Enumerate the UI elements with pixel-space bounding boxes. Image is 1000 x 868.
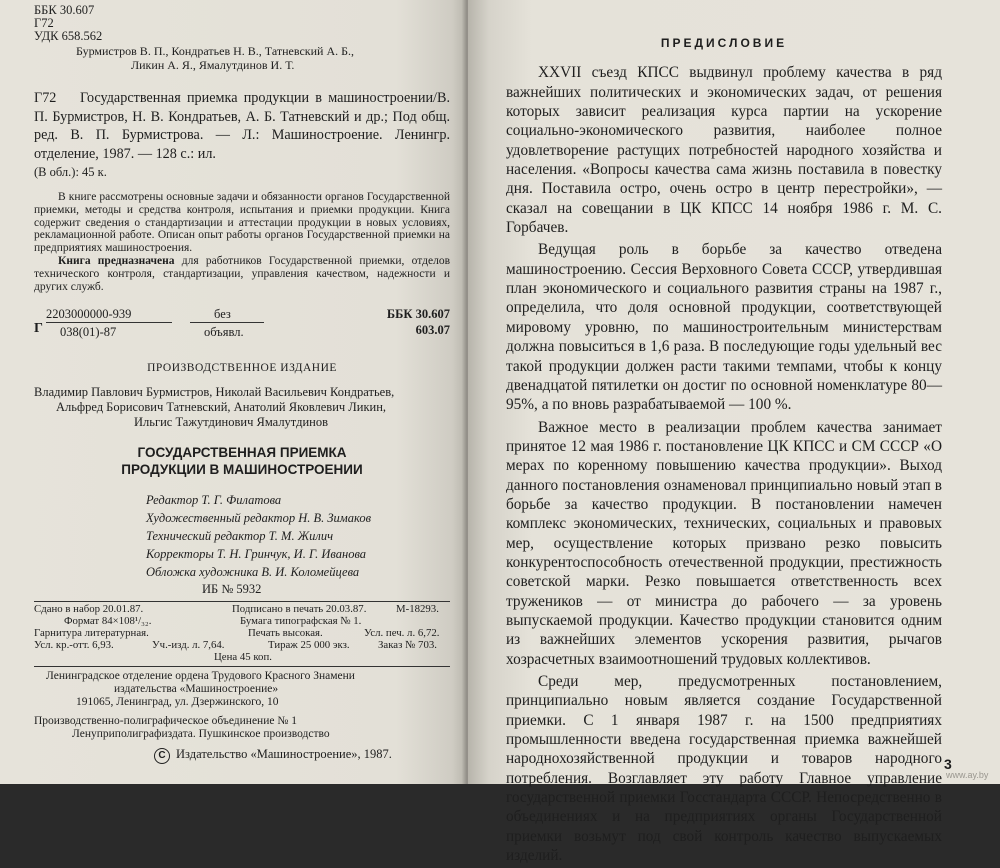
classification-block [34, 307, 450, 351]
authors-line: Ликин А. Я., Ямалутдинов И. Т. [131, 58, 295, 72]
editor-line: Обложка художника В. И. Коломейцева [146, 564, 360, 579]
imprint-item: Гарнитура литературная. [34, 627, 149, 640]
imprint-item: Заказ № 703. [378, 639, 437, 652]
announcement-bottom: объявл. [204, 325, 244, 340]
imprint-item: Сдано в набор 20.01.87. [34, 603, 144, 616]
imprint-item: Цена 45 коп. [214, 651, 272, 664]
abstract-audience: для работников Государственной приемки, отделов технического контроля, стандартизации, управления качеством, надежности и других служб. [34, 254, 450, 293]
author-mark: Г72 [34, 16, 54, 30]
editor-line: Технический редактор Т. М. Жилич [146, 528, 334, 543]
authors-short [76, 44, 450, 72]
preface-paragraph: Важное место в реализации проблем качества занимает принятое 12 мая 1986 г. постановление ЦК КПСС и СМ СССР «О мерах по коренному повышению качества продукции». Выход данного постановления ознаменовал принципиально новый этап в борьбе за качество продукции. В постановлении намечен комплекс экономических, технических, социальных и правовых мер, осуществление которых призвано резко повысить конкурентоспособность отечественной продукции, престижность советской марки. Резко повышается ответственность всех тружеников — от министра до рабочего — за уровень выпускаемой продукции. Качество продукции становится одним из важнейших элементов ускорения развития, рычагов хозрасчетных взаимоотношений трудовых коллективов. [506, 418, 942, 668]
editor-line: Корректоры Т. Н. Гринчук, И. Г. Иванова [146, 546, 367, 561]
publisher-info [34, 666, 450, 709]
udk-code: УДК 658.562 [34, 29, 103, 43]
announcement-top: без [214, 307, 231, 322]
publisher-line: 191065, Ленинград, ул. Дзержинского, 10 [76, 696, 279, 709]
authors-line: Бурмистров В. П., Кондратьев Н. В., Татневский А. Б., [76, 44, 354, 58]
preface-paragraph: XXVII съезд КПСС выдвинул проблему качества в ряд важнейших политических и экономических задач, от решения которых зависит реализация курса партии на ускорение социально-экономического развития, наиболее полное удовлетворение растущих потребностей народного хозяйства и населения. «Вопросы качества сама жизнь поставила в повестку дня. Поставила остро, очень остро в центр перестройки», — сказал на совещании в ЦК КПСС 14 ноября 1986 г. М. С. Горбачев. [506, 64, 942, 237]
copyright-icon: С [154, 748, 170, 764]
site-watermark: www.ay.by [946, 770, 989, 780]
copyright [154, 747, 450, 764]
preface [506, 34, 942, 868]
catalog-text: Государственная приемка продукции в машиностроении/В. П. Бурмистров, Н. В. Кондратьев, А. Б. Татневский и др.; Под общ. ред. В. П. Бурмистрова. — Л.: Машиностроение. Ленингр. отделение, 1987. — 128 с.: ил. [34, 90, 450, 162]
printing-info [34, 715, 450, 741]
fraction-line [46, 322, 172, 323]
imprint-item: Усл. печ. л. 6,72. [364, 627, 440, 640]
imprint-item: Бумага типографская № 1. [240, 615, 362, 628]
abstract-audience-label: Книга предназначена [58, 254, 175, 267]
authors-full [34, 385, 450, 430]
bbk-code-bottom: ББК 30.607 [386, 307, 450, 322]
imprint-data [34, 601, 450, 662]
catalog-code: Г72 [34, 90, 57, 106]
imprint-item: Тираж 25 000 экз. [268, 639, 350, 652]
preface-paragraph: Среди мер, предусмотренных постановлением, принципиально новым является создание Государственной приемки. С 1 января 1987 г. на 1500 предприятиях промышленности введена государственная приемка важнейшей народнохозяйственной продукции и товаров народного потребления. Возглавляет эту работу Главное управление государственной приемки Госстандарта СССР. Непосредственно в объединениях и на предприятиях органы Государственной приемки возьмут под свой контроль качество выпускаемых изделий. [506, 673, 942, 865]
index-letter: Г [34, 321, 43, 337]
preface-paragraph: Ведущая роль в борьбе за качество отведена машиностроению. Сессия Верховного Совета СССР, утвердившая план экономического и социального развития страны на 1987 г., определила, что доля основной продукции, соответствующей мировому уровню, по машиностроительным министерствам должна повыситься в 1,6 раза. В последующие годы удельный вес такой продукции должен расти такими темпами, чтобы к концу двенадцатой пятилетки он достиг по основной номенклатуре 80—95%, а по вновь разрабатываемой — 100 %. [506, 241, 942, 414]
left-page [0, 0, 466, 784]
copyright-text: Издательство «Машиностроение», 1987. [176, 747, 392, 762]
publisher-line: Ленинградское отделение ордена Трудового Красного Знамени [46, 670, 355, 683]
book-title-line: ПРОДУКЦИИ В МАШИНОСТРОЕНИИ [121, 462, 363, 478]
printing-line: Ленуприполиграфиздата. Пушкинское производство [72, 728, 330, 741]
printing-line: Производственно-полиграфическое объединение № 1 [34, 715, 297, 728]
catalog-meta [34, 4, 450, 43]
editor-line: Художественный редактор Н. В. Зимаков [146, 511, 372, 526]
imprint-item: Усл. кр.-отт. 6,93. [34, 639, 114, 652]
book-title [34, 444, 450, 478]
preface-heading: ПРЕДИСЛОВИЕ [660, 36, 788, 50]
colophon [34, 4, 450, 764]
authors-full-line: Ильгис Тажутдинович Ямалутдинов [134, 415, 329, 430]
bbk-code: ББК 30.607 [34, 3, 95, 17]
authors-full-line: Альфред Борисович Татневский, Анатолий Яковлевич Ликин, [56, 400, 387, 415]
imprint-item: Формат 84×108¹/₃₂. [64, 615, 152, 628]
bbk-subcode: 603.07 [415, 323, 450, 338]
binding-price: (В обл.): 45 к. [34, 165, 107, 179]
editor-line: Редактор Т. Г. Филатова [146, 493, 282, 508]
edition-label: ПРОИЗВОДСТВЕННОЕ ИЗДАНИЕ [147, 362, 337, 375]
page-number: 3 [944, 756, 952, 772]
catalog-entry [34, 89, 450, 163]
imprint-item: Печать высокая. [248, 627, 323, 640]
fraction-line [190, 322, 264, 323]
ib-number: ИБ № 5932 [202, 582, 262, 597]
editors-list [34, 492, 450, 599]
authors-full-line: Владимир Павлович Бурмистров, Николай Васильевич Кондратьев, [34, 385, 395, 400]
index-number: 2203000000-939 [46, 307, 132, 322]
imprint-item: Подписано в печать 20.03.87. [232, 603, 367, 616]
abstract-text: В книге рассмотрены основные задачи и обязанности органов Государственной приемки, методы и средства контроля, испытания и приемки продукции. Книга содержит сведения о стандартизации и аттестации продукции в новых условиях, рекламационной работе. Описан опыт работы органов Государственной приемки на предприятиях машиностроения. [34, 191, 450, 255]
imprint-item: Уч.-изд. л. 7,64. [152, 639, 225, 652]
index-denominator: 038(01)-87 [60, 325, 117, 340]
imprint-item: М-18293. [396, 603, 439, 616]
publisher-line: издательства «Машиностроение» [114, 683, 279, 696]
book-title-line: ГОСУДАРСТВЕННАЯ ПРИЕМКА [137, 445, 347, 461]
abstract [34, 191, 450, 293]
